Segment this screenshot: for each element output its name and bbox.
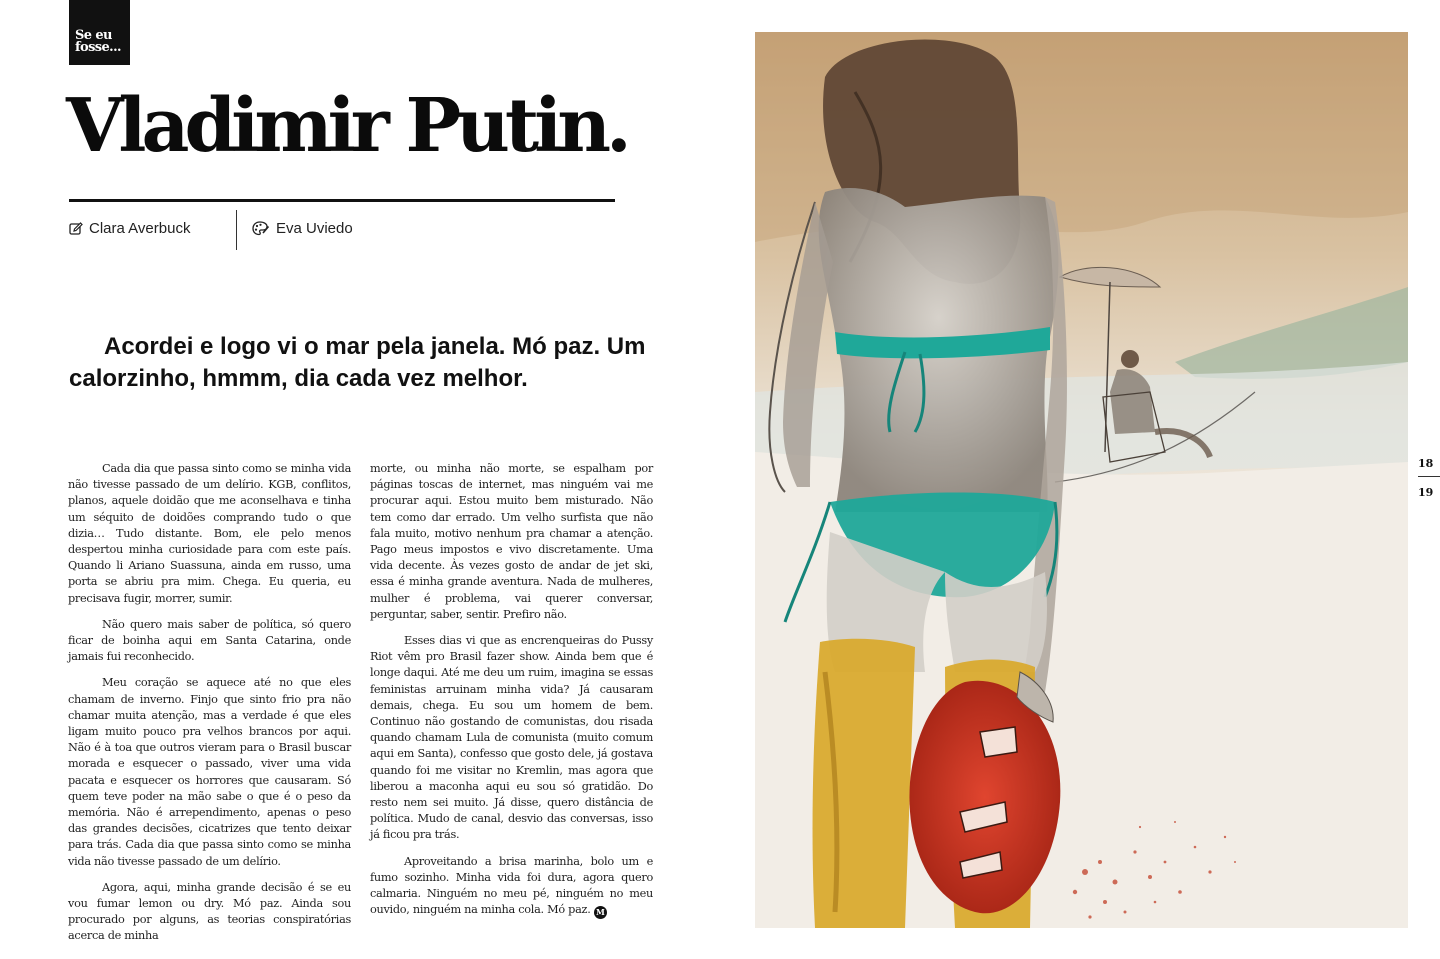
author-name: Clara Averbuck — [89, 220, 191, 237]
page-numbers — [1418, 455, 1440, 502]
body-paragraph: Esses dias vi que as encrenqueiras do Pussy Riot vêm pro Brasil fazer show. Ainda bem que é longe daqui. Até me deu um ruim, imagina se essas feministas arruinam minha vida? Já causaram demais, chega. Eu sou um homem de bem. Continuo não gostando de comunistas, dou risada quando chamam Lula de comunista (muito comum aqui em Santa), confesso que gosto dele, já gostava quando foi me visitar no Kremlin, mas agora que liberou a maconha aqui eu sou só gratidão. Do resto nem sei muito. Já disse, quero distância de política. Mudo de canal, desvio das conversas, isso já ficou pra trás. — [370, 634, 653, 842]
body-paragraph: Cada dia que passa sinto como se minha vida não tivesse passado de um delírio. KGB, conflitos, planos, aquele doidão que me aconselhava e tinha um séquito de doidões comprando tudo o que dizia… Tudo distante. Bom, ele pelo menos despertou minha curiosidade para com este país. Quando li Ariano Suassuna, ainda em russo, uma porta se abriu pra mim. Chega. Eu queria, eu precisava fugir, morrer, sumir. — [68, 462, 351, 605]
body-paragraph: Meu coração se aquece até no que eles chamam de inverno. Finjo que sinto frio pra não chamar muita atenção, mas a verdade é que eles ligam muito pouco pra velhos brancos por aqui. Não é à toa que outros vieram para o Brasil buscar morada e esquecer o passado, viver uma vida pacata e esquecer os horrores que causaram. Só quem teve poder na mão sabe o que é o peso da memória. Não é arrependimento, apenas o peso das grandes decisões, cicatrizes que tento deixar para trás. Cada dia que passa sinto como se minha vida não tivesse passado de um delírio. — [68, 676, 351, 868]
page-number-right: 19 — [1418, 486, 1434, 499]
illustrator-credit — [252, 220, 353, 237]
body-column-2 — [370, 461, 653, 929]
section-tag-line1: Se eu — [75, 28, 112, 43]
body-paragraph-final — [370, 854, 653, 920]
body-paragraph: morte, ou minha não morte, se espalham por páginas toscas de internet, mas ninguém vai me procurar aqui. Estou muito bem misturado. Não tem como dar errado. Um velho surfista que não fala muito, motivo nenhum pra chamar a atenção. Pago meus impostos e vivo discretamente. Uma vida decente. Às vezes gosto de andar de jet ski, essa é minha grande aventura. Nada de mulheres, mulher é problema, vai querer conversar, perguntar, saber, sentir. Prefiro não. — [370, 462, 653, 621]
pencil-edit-icon — [69, 222, 83, 236]
headline-rule — [69, 199, 615, 202]
body-paragraph: Não quero mais saber de política, só quero ficar de boinha aqui em Santa Catarina, onde jamais fui reconhecido. — [68, 617, 351, 664]
section-tag-line2: fosse... — [75, 40, 121, 55]
illustration — [755, 32, 1408, 928]
headline: Vladimir Putin. — [66, 83, 627, 169]
page-number-left: 18 — [1418, 457, 1434, 470]
palette-icon — [252, 221, 270, 236]
body-paragraph: Agora, aqui, minha grande decisão é se eu vou fumar lemon ou dry. Mó paz. Ainda sou procurado por alguns, as teorias conspiratórias acerca de minha — [68, 880, 351, 943]
end-mark-icon: M — [594, 906, 607, 919]
body-column-1 — [68, 461, 351, 955]
lede: Acordei e logo vi o mar pela janela. Mó paz. Um calorzinho, hmmm, dia cada vez melhor. — [69, 333, 646, 392]
page-number-separator — [1418, 476, 1440, 477]
illustrator-name: Eva Uviedo — [276, 220, 353, 237]
author-credit — [69, 220, 190, 237]
beach-watercolor-illustration — [755, 32, 1408, 928]
final-paragraph-text: Aproveitando a brisa marinha, bolo um e fumo sozinho. Minha vida foi dura, agora quero calmaria. Ninguém no meu pé, ninguém no meu ouvido, ninguém na minha cola. Mó paz. — [370, 854, 653, 917]
credit-divider — [236, 210, 237, 250]
section-tag — [69, 0, 130, 65]
